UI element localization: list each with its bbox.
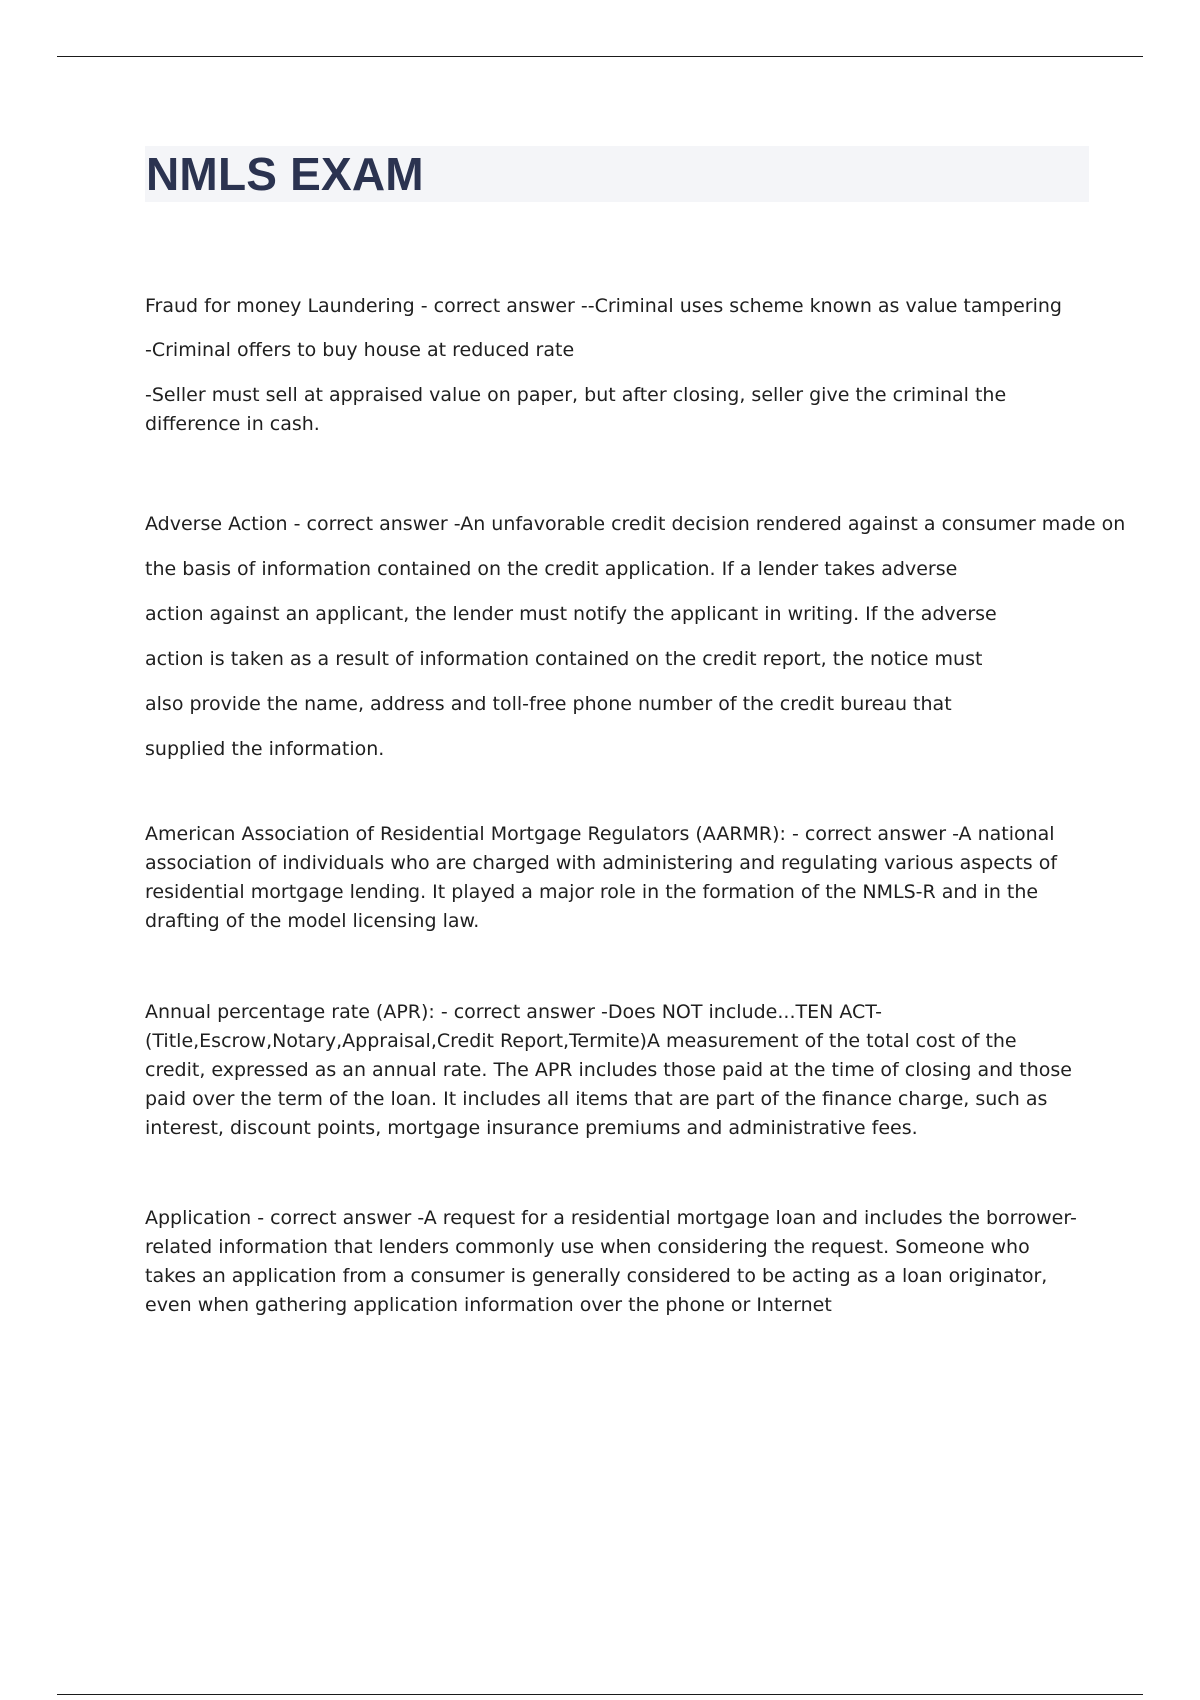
entry-line: Adverse Action - correct answer -An unfavorable credit decision rendered against a consumer made on — [145, 513, 1126, 535]
entry-line: action against an applicant, the lender must notify the applicant in writing. If the adverse — [145, 603, 997, 625]
entry-apr — [145, 998, 1080, 1143]
entry-line: action is taken as a result of information contained on the credit report, the notice must — [145, 648, 983, 670]
entry-line: the basis of information contained on the credit application. If a lender takes adverse — [145, 558, 958, 580]
document-title: NMLS EXAM — [146, 148, 424, 200]
entry-line: also provide the name, address and toll-free phone number of the credit bureau that — [145, 693, 952, 715]
header-rule — [57, 56, 1143, 57]
entry-fraud-money-laundering — [145, 291, 1080, 439]
entry-line: -Criminal offers to buy house at reduced rate — [145, 339, 575, 361]
entry-line: -Seller must sell at appraised value on paper, but after closing, seller give the criminal the difference in cash. — [145, 384, 1007, 435]
entry-text: Annual percentage rate (APR): - correct answer -Does NOT include...TEN ACT-(Title,Escrow,Notary,Appraisal,Credit Report,Termite)A measurement of the total cost of the credit, expressed as an annual rate. The APR includes those paid at the time of closing and those paid over the term of the loan. It includes all items that are part of the finance charge, such as interest, discount points, mortgage insurance premiums and administrative fees. — [145, 1001, 1072, 1139]
entry-line: supplied the information. — [145, 738, 385, 760]
entry-application — [145, 1204, 1080, 1320]
entry-adverse-action — [145, 502, 1126, 772]
entry-aarmr — [145, 820, 1080, 936]
entry-text: American Association of Residential Mortgage Regulators (AARMR): - correct answer -A national association of individuals who are charged with administering and regulating various aspects of residential mortgage lending. It played a major role in the formation of the NMLS-R and in the drafting of the model licensing law. — [145, 823, 1058, 932]
entry-text: Application - correct answer -A request for a residential mortgage loan and includes the borrower-related information that lenders commonly use when considering the request. Someone who takes an application from a consumer is generally considered to be acting as a loan originator, even when gathering application information over the phone or Internet — [145, 1207, 1077, 1316]
footer-rule — [57, 1694, 1143, 1695]
entry-line: Fraud for money Laundering - correct answer --Criminal uses scheme known as value tampering — [145, 295, 1062, 317]
